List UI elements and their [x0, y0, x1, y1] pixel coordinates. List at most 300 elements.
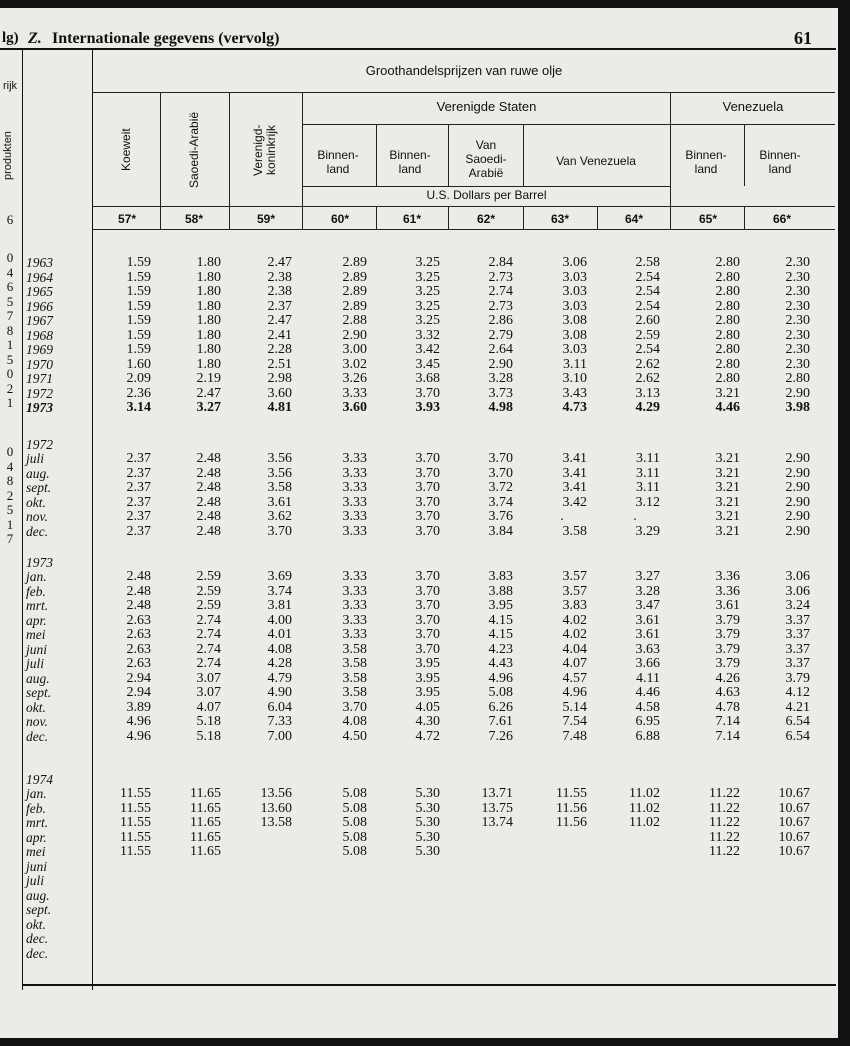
table-cell: 3.28: [635, 583, 660, 599]
table-cell: 2.90: [785, 523, 810, 539]
table-cell: 3.70: [488, 451, 513, 466]
table-cell: 2.89: [342, 269, 367, 285]
vrule: [523, 124, 524, 186]
table-cell: 3.70: [415, 385, 440, 401]
table-cell: 4.81: [267, 400, 292, 415]
table-cell: 10.67: [778, 786, 810, 801]
table-cell: 2.80: [715, 342, 740, 357]
table-cell: 3.21: [715, 523, 740, 539]
table-cell: 1.80: [196, 284, 221, 299]
table-cell: 3.61: [635, 612, 660, 628]
col-number: 66*: [772, 212, 792, 226]
table-cell: 2.54: [635, 284, 660, 299]
row-label: 1965: [26, 284, 53, 299]
bottom-rule: [22, 984, 836, 986]
row-label: 1972: [26, 385, 53, 401]
left-page-fragment: lg): [2, 30, 19, 46]
row-label: 1973: [26, 400, 53, 415]
table-cell: 4.15: [488, 612, 513, 628]
table-cell: 4.98: [488, 400, 513, 415]
rule-colnum-top: [93, 206, 835, 207]
table-cell: 4.63: [715, 685, 740, 700]
table-cell: 3.89: [126, 699, 151, 715]
table-cell: 11.56: [556, 800, 587, 816]
table-cell: 3.41: [562, 451, 587, 466]
table-cell: 4.05: [415, 699, 440, 715]
table-cell: 2.73: [488, 269, 513, 285]
table-cell: 1.80: [196, 255, 221, 270]
table-cell: 3.06: [562, 255, 587, 270]
table-cell: 3.83: [562, 598, 587, 613]
col-number: 61*: [402, 212, 422, 226]
table-cell: 1.80: [196, 327, 221, 343]
table-cell: 2.48: [196, 451, 221, 466]
table-cell: 3.74: [267, 583, 292, 599]
table-cell: 2.48: [126, 598, 151, 613]
row-label: nov.: [26, 714, 48, 729]
row-label: juni: [26, 858, 48, 874]
row-label: feb.: [26, 800, 46, 816]
table-cell: 2.89: [342, 255, 367, 270]
table-cell: 3.02: [342, 356, 367, 372]
margin-digit: 0: [6, 250, 14, 265]
col-label-binnenland-65: Binnen-land: [685, 148, 727, 176]
table-cell: 2.74: [488, 284, 513, 299]
table-cell: 2.54: [635, 342, 660, 357]
label-column-rule: [92, 50, 93, 990]
row-label: jan.: [26, 569, 47, 584]
table-cell: 1.80: [196, 342, 221, 357]
table-cell: 4.90: [267, 685, 292, 700]
table-cell: 2.63: [126, 627, 151, 642]
table-cell: 4.79: [267, 670, 292, 686]
table-cell: 2.80: [785, 371, 810, 386]
book-page: [0, 8, 838, 1038]
rule-main: [93, 92, 835, 93]
table-cell: 3.72: [488, 480, 513, 495]
table-cell: 3.81: [267, 598, 292, 613]
row-label: aug.: [26, 465, 50, 481]
table-cell: 11.02: [629, 800, 660, 816]
row-label: apr.: [26, 612, 47, 628]
margin-col-number: 6: [6, 212, 14, 227]
table-cell: 2.48: [196, 480, 221, 495]
table-cell: 3.29: [635, 523, 660, 539]
rule-colnum-bottom: [93, 229, 835, 230]
table-cell: 2.63: [126, 612, 151, 628]
table-cell: 2.62: [635, 371, 660, 386]
table-cell: 4.96: [562, 685, 587, 700]
table-cell: 3.98: [785, 400, 810, 415]
table-cell: 6.04: [267, 699, 292, 715]
table-cell: 13.60: [260, 800, 292, 816]
table-cell: 2.48: [196, 523, 221, 539]
margin-digit: 5: [6, 293, 14, 309]
table-cell: 2.30: [785, 356, 810, 372]
table-cell: 2.30: [785, 255, 810, 270]
col-label-van-saoedi-arabie: Van Saoedi-Arabië: [465, 138, 507, 180]
row-label: juni: [26, 641, 48, 657]
row-label: 1963: [26, 255, 53, 270]
table-cell: 4.46: [715, 400, 740, 415]
table-cell: 2.74: [196, 627, 221, 642]
table-cell: 6.54: [785, 728, 810, 744]
col-label-binnenland-66: Binnen-land: [759, 148, 801, 176]
margin-digit: 1: [6, 516, 14, 532]
table-cell: 3.37: [785, 627, 810, 642]
vrule: [670, 92, 671, 229]
table-cell: 2.80: [715, 298, 740, 314]
table-cell: 3.06: [785, 583, 810, 599]
table-cell: 3.70: [415, 641, 440, 657]
margin-digit: 2: [6, 380, 14, 396]
table-cell: 2.37: [126, 494, 151, 510]
table-cell: 2.54: [635, 298, 660, 314]
table-cell: 3.73: [488, 385, 513, 401]
row-label: dec.: [26, 523, 49, 539]
table-cell: 2.48: [196, 494, 221, 510]
vrule: [744, 206, 745, 229]
table-cell: 3.70: [415, 509, 440, 524]
col-label-binnenland-61: Binnen-land: [389, 148, 431, 176]
row-label: juli: [26, 873, 45, 888]
margin-digit: 6: [6, 279, 14, 294]
table-cell: 11.55: [556, 786, 587, 801]
table-cell: 11.65: [190, 844, 221, 859]
table-cell: 1.80: [196, 356, 221, 372]
table-cell: 11.65: [190, 800, 221, 816]
table-cell: 2.79: [488, 327, 513, 343]
table-cell: 3.03: [562, 269, 587, 285]
table-cell: 3.27: [635, 569, 660, 584]
row-label: sept.: [26, 685, 52, 700]
page-title: Internationale gegevens (vervolg): [52, 30, 280, 47]
table-cell: 2.37: [267, 298, 292, 314]
table-cell: 3.84: [488, 523, 513, 539]
table-cell: 4.28: [267, 656, 292, 671]
row-label: 1971: [26, 371, 53, 386]
table-cell: 3.21: [715, 509, 740, 524]
table-cell: 2.62: [635, 356, 660, 372]
vrule: [229, 92, 230, 229]
table-cell: 3.00: [342, 342, 367, 357]
table-cell: 3.03: [562, 284, 587, 299]
table-cell: 3.45: [415, 356, 440, 372]
table-cell: 3.33: [342, 465, 367, 481]
table-cell: 3.56: [267, 451, 292, 466]
table-cell: 3.33: [342, 598, 367, 613]
margin-digit: 7: [6, 308, 14, 323]
row-label: dec.: [26, 728, 49, 744]
table-cell: 2.37: [126, 451, 151, 466]
table-cell: 2.60: [635, 313, 660, 328]
table-cell: 4.50: [342, 728, 367, 744]
table-cell: 4.23: [488, 641, 513, 657]
vrule: [376, 206, 377, 229]
table-cell: 7.33: [267, 714, 292, 729]
main-heading: Groothandelsprijzen van ruwe olje: [365, 63, 563, 78]
row-label: feb.: [26, 583, 46, 599]
table-cell: 3.07: [196, 685, 221, 700]
table-cell: 2.74: [196, 612, 221, 628]
table-cell: 3.21: [715, 494, 740, 510]
table-cell: 3.88: [488, 583, 513, 599]
table-cell: 2.80: [715, 327, 740, 343]
table-cell: 3.36: [715, 569, 740, 584]
table-cell: 7.14: [715, 714, 740, 729]
table-cell: 3.47: [635, 598, 660, 613]
table-cell: 10.67: [778, 844, 810, 859]
section-letter: Z.: [28, 30, 42, 47]
block-year-title: 1972: [26, 436, 53, 452]
table-cell: 3.76: [488, 509, 513, 524]
table-cell: 11.22: [709, 800, 740, 816]
table-cell: 11.56: [556, 815, 587, 830]
table-cell: 3.28: [488, 371, 513, 386]
row-label: aug.: [26, 670, 50, 686]
row-label: mei: [26, 844, 46, 859]
table-cell: 2.74: [196, 656, 221, 671]
table-cell: 3.13: [635, 385, 660, 401]
table-cell: 4.73: [562, 400, 587, 415]
table-cell: 3.37: [785, 656, 810, 671]
row-label: mrt.: [26, 598, 49, 613]
table-cell: 2.48: [196, 465, 221, 481]
table-cell: 2.84: [488, 255, 513, 270]
block-year-title: 1973: [26, 554, 53, 570]
table-cell: 3.70: [415, 627, 440, 642]
table-cell: 4.29: [635, 400, 660, 415]
table-cell: 11.02: [629, 815, 660, 830]
table-cell: 3.33: [342, 451, 367, 466]
table-cell: 3.58: [342, 685, 367, 700]
table-cell: 4.43: [488, 656, 513, 671]
table-cell: 11.55: [120, 815, 151, 830]
table-cell: 5.18: [196, 714, 221, 729]
group-us: Verenigde Staten: [436, 99, 537, 114]
table-cell: 1.59: [126, 342, 151, 357]
table-cell: 4.02: [562, 612, 587, 628]
table-cell: 3.70: [342, 699, 367, 715]
table-cell: 3.70: [415, 598, 440, 613]
table-cell: 2.38: [267, 284, 292, 299]
table-cell: 2.38: [267, 269, 292, 285]
table-cell: 3.95: [488, 598, 513, 613]
table-cell: 3.21: [715, 385, 740, 401]
table-cell: 4.30: [415, 714, 440, 729]
row-label: okt.: [26, 916, 46, 932]
margin-rule: [22, 50, 23, 990]
table-cell: 3.25: [415, 269, 440, 285]
table-cell: 3.70: [267, 523, 292, 539]
table-cell: 11.22: [709, 815, 740, 830]
table-cell: 5.08: [342, 815, 367, 830]
table-cell: 11.22: [709, 786, 740, 801]
table-cell: 2.90: [785, 480, 810, 495]
table-cell: 2.48: [126, 583, 151, 599]
table-cell: 13.74: [481, 815, 513, 830]
table-cell: 2.47: [267, 255, 292, 270]
table-cell: 2.98: [267, 371, 292, 386]
table-cell: 10.67: [778, 800, 810, 816]
margin-digit: 7: [6, 531, 14, 546]
table-cell: 5.30: [415, 786, 440, 801]
table-cell: 3.25: [415, 255, 440, 270]
table-cell: 3.79: [715, 627, 740, 642]
table-cell: 4.02: [562, 627, 587, 642]
table-cell: 2.30: [785, 298, 810, 314]
table-cell: 3.79: [715, 656, 740, 671]
table-cell: 3.57: [562, 583, 587, 599]
table-cell: 4.11: [636, 670, 660, 686]
rule-unit: [303, 186, 671, 187]
table-cell: 3.33: [342, 523, 367, 539]
col-number: 63*: [550, 212, 570, 226]
table-cell: 13.71: [481, 786, 513, 801]
table-cell: 13.58: [260, 815, 292, 830]
col-label-koeweit: Koeweit: [119, 128, 133, 172]
table-cell: 3.70: [415, 523, 440, 539]
table-cell: 5.18: [196, 728, 221, 744]
table-cell: 3.21: [715, 451, 740, 466]
row-label: sept.: [26, 902, 52, 917]
table-cell: 4.26: [715, 670, 740, 686]
table-cell: 3.07: [196, 670, 221, 686]
table-cell: 3.03: [562, 342, 587, 357]
table-cell: 4.96: [126, 728, 151, 744]
table-cell: 3.36: [715, 583, 740, 599]
table-cell: 5.08: [342, 800, 367, 816]
table-cell: 5.08: [488, 685, 513, 700]
table-cell: 3.11: [636, 465, 660, 481]
table-cell: 3.12: [635, 494, 660, 510]
table-cell: 3.74: [488, 494, 513, 510]
table-cell: 4.15: [488, 627, 513, 642]
table-cell: 3.70: [415, 494, 440, 510]
rule-group: [303, 124, 835, 125]
table-cell: 2.51: [267, 356, 292, 372]
margin-digit: 0: [6, 366, 14, 381]
table-cell: 7.00: [267, 728, 292, 744]
table-cell: 3.70: [488, 465, 513, 481]
table-cell: 3.95: [415, 670, 440, 686]
table-cell: 13.75: [481, 800, 513, 816]
table-cell: 11.55: [120, 844, 151, 859]
table-cell: 2.94: [126, 685, 151, 700]
margin-digit: 8: [6, 473, 14, 488]
table-cell: 4.21: [785, 699, 810, 715]
table-cell: 2.37: [126, 509, 151, 524]
vrule: [448, 206, 449, 229]
table-cell: 3.11: [563, 356, 587, 372]
table-cell: 3.33: [342, 627, 367, 642]
table-cell: 11.55: [120, 786, 151, 801]
table-cell: 3.61: [715, 598, 740, 613]
table-cell: 3.58: [342, 670, 367, 686]
table-cell: 3.41: [562, 480, 587, 495]
row-label: 1966: [26, 298, 53, 314]
table-cell: 3.60: [342, 400, 367, 415]
table-cell: 2.09: [126, 371, 151, 386]
table-cell: 5.08: [342, 844, 367, 859]
row-label: 1970: [26, 356, 53, 372]
table-cell: 2.59: [196, 583, 221, 599]
vrule: [523, 206, 524, 229]
col-number: 60*: [330, 212, 350, 226]
table-cell: 2.30: [785, 269, 810, 285]
row-label: mrt.: [26, 815, 49, 830]
table-cell: 3.43: [562, 385, 587, 401]
table-cell: 3.42: [562, 494, 587, 510]
row-label: sept.: [26, 480, 52, 495]
table-cell: 4.57: [562, 670, 587, 686]
table-cell: 3.11: [636, 451, 660, 466]
table-cell: 5.08: [342, 786, 367, 801]
table-cell: 4.46: [635, 685, 660, 700]
table-cell: 3.95: [415, 656, 440, 671]
table-cell: 2.89: [342, 298, 367, 314]
table-cell: 4.07: [562, 656, 587, 671]
table-cell: 3.70: [415, 612, 440, 628]
table-cell: 2.64: [488, 342, 513, 357]
table-cell: 5.08: [342, 829, 367, 845]
table-cell: 2.30: [785, 342, 810, 357]
col-label-saoedi-arabie: Saoedi-Arabië: [187, 111, 201, 189]
margin-digit: 1: [6, 337, 14, 352]
table-cell: 6.95: [635, 714, 660, 729]
table-cell: 3.33: [342, 509, 367, 524]
table-cell: 4.07: [196, 699, 221, 715]
table-cell: 7.26: [488, 728, 513, 744]
table-cell: 3.58: [267, 480, 292, 495]
table-cell: 3.70: [415, 583, 440, 599]
col-number: 65*: [698, 212, 718, 226]
margin-digit: 8: [6, 322, 14, 338]
page-number: 61: [794, 28, 812, 48]
table-cell: 6.88: [635, 728, 660, 744]
table-cell: 3.66: [635, 656, 660, 671]
table-cell: 3.06: [785, 569, 810, 584]
table-cell: 4.01: [267, 627, 292, 642]
table-cell: 3.33: [342, 569, 367, 584]
table-cell: 2.80: [715, 255, 740, 270]
table-cell: 4.78: [715, 699, 740, 715]
table-cell: 2.80: [715, 269, 740, 285]
table-cell: 3.56: [267, 465, 292, 481]
table-cell: 2.90: [785, 385, 810, 401]
table-cell: 2.58: [635, 255, 660, 270]
table-cell: 5.30: [415, 815, 440, 830]
vrule: [448, 124, 449, 186]
row-label: juli: [26, 451, 45, 466]
table-cell: 3.33: [342, 385, 367, 401]
table-cell: 2.80: [715, 356, 740, 372]
table-cell: 4.00: [267, 612, 292, 628]
margin-vertical-label: produkten: [2, 131, 14, 181]
col-number: 64*: [624, 212, 644, 226]
table-cell: 3.33: [342, 612, 367, 628]
table-cell: 3.93: [415, 400, 440, 415]
table-cell: 5.30: [415, 844, 440, 859]
table-cell: 3.83: [488, 569, 513, 584]
margin-top-label: rijk: [2, 80, 18, 92]
table-cell: 2.90: [785, 494, 810, 510]
table-cell: 5.30: [415, 800, 440, 816]
table-cell: 1.59: [126, 255, 151, 270]
table-cell: 3.21: [715, 480, 740, 495]
table-cell: 3.42: [415, 342, 440, 357]
table-cell: 3.21: [715, 465, 740, 481]
